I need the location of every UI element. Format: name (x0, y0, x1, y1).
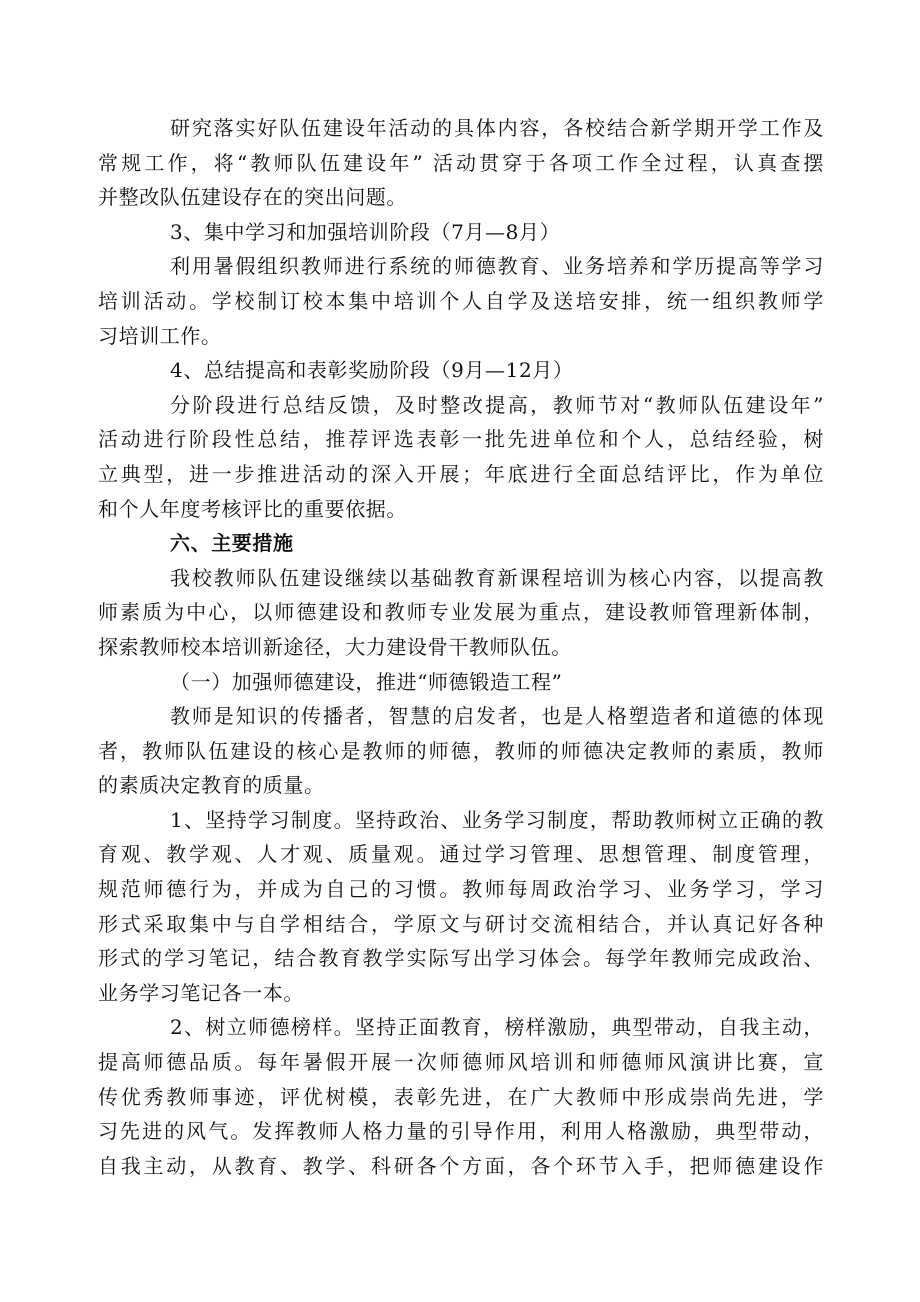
section-heading: 六、主要措施 (170, 531, 294, 556)
text-line: 规范师德行为，并成为自己的习惯。教师每周政治学习、业务学习，学习 (98, 877, 824, 902)
text-line: 形式的学习笔记，结合教育教学实际写出学习体会。每学年教师完成政治、 (98, 946, 824, 971)
text-line: 的素质决定教育的质量。 (98, 773, 325, 798)
text-line: 习先进的风气。发挥教师人格力量的引导作用，利用人格激励，典型带动， (98, 1119, 824, 1144)
text-line: 自我主动，从教育、教学、科研各个方面，各个环节入手，把师德建设作 (98, 1153, 824, 1178)
text-line: 活动进行阶段性总结，推荐评选表彰一批先进单位和个人，总结经验，树 (98, 427, 824, 452)
document-body (98, 111, 824, 1183)
text-line: 利用暑假组织教师进行系统的师德教育、业务培养和学历提高等学习 (170, 254, 824, 279)
text-line: 分阶段进行总结反馈，及时整改提高，教师节对“教师队伍建设年” (170, 392, 824, 417)
text-line: 我校教师队伍建设继续以基础教育新课程培训为核心内容，以提高教 (170, 565, 824, 590)
text-line: 3、集中学习和加强培训阶段（7月—8月） (170, 219, 561, 244)
text-line: 传优秀教师事迹，评优树模，表彰先进，在广大教师中形成崇尚先进，学 (98, 1084, 824, 1109)
text-line: 探索教师校本培训新途径，大力建设骨干教师队伍。 (98, 634, 572, 659)
text-line: 1、坚持学习制度。坚持政治、业务学习制度，帮助教师树立正确的教 (170, 807, 824, 832)
text-line: 2、树立师德榜样。坚持正面教育，榜样激励，典型带动，自我主动， (170, 1015, 824, 1040)
text-line: （一）加强师德建设，推进“师德锻造工程” (170, 669, 563, 694)
text-line: 常规工作，将“教师队伍建设年” 活动贯穿于各项工作全过程，认真查摆 (98, 150, 824, 175)
text-line: 业务学习笔记各一本。 (98, 980, 304, 1005)
text-line: 者，教师队伍建设的核心是教师的师德，教师的师德决定教师的素质，教师 (98, 738, 824, 763)
text-line: 育观、教学观、人才观、质量观。通过学习管理、思想管理、制度管理， (98, 842, 824, 867)
text-line: 教师是知识的传播者，智慧的启发者，也是人格塑造者和道德的体现 (170, 704, 824, 729)
text-line: 培训活动。学校制订校本集中培训个人自学及送培安排，统一组织教师学 (98, 288, 824, 313)
text-line: 师素质为中心，以师德建设和教师专业发展为重点，建设教师管理新体制， (98, 600, 824, 625)
text-line: 和个人年度考核评比的重要依据。 (98, 496, 407, 521)
text-line: 并整改队伍建设存在的突出问题。 (98, 185, 407, 210)
text-line: 立典型，进一步推进活动的深入开展；年底进行全面总结评比，作为单位 (98, 461, 824, 486)
text-line: 形式采取集中与自学相结合，学原文与研讨交流相结合，并认真记好各种 (98, 911, 824, 936)
text-line: 提高师德品质。每年暑假开展一次师德师风培训和师德师风演讲比赛，宣 (98, 1050, 824, 1075)
text-line: 研究落实好队伍建设年活动的具体内容，各校结合新学期开学工作及 (170, 116, 824, 140)
text-line: 4、总结提高和表彰奖励阶段（9月—12月） (170, 358, 574, 383)
text-line: 习培训工作。 (98, 323, 222, 348)
